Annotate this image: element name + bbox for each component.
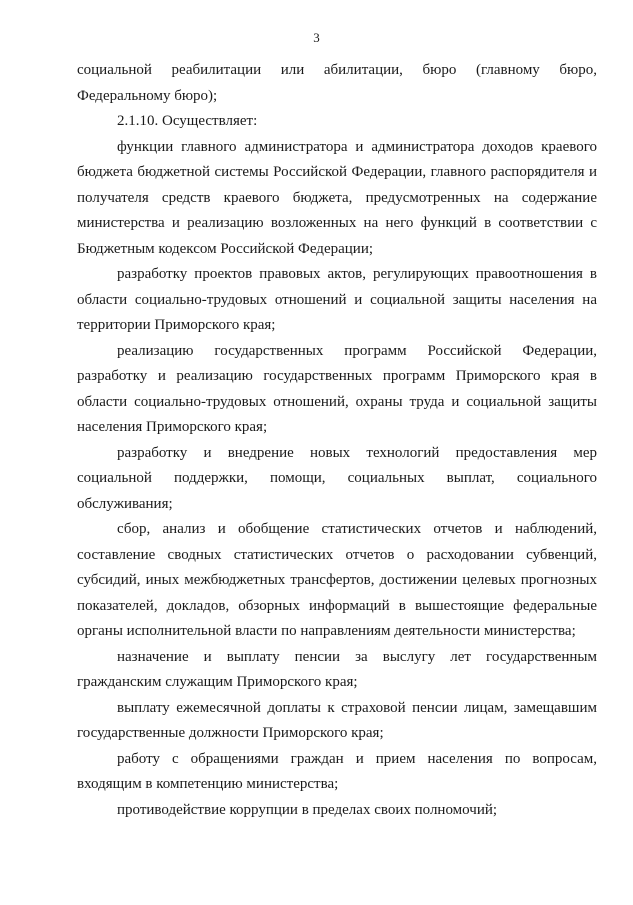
paragraph-continuation: социальной реабилитации или абилитации, бюро (главному бюро, Федеральному бюро); — [77, 62, 597, 104]
paragraph-pension: назначение и выплату пенсии за выслугу лет государственным гражданским служащим Приморского края; — [77, 648, 597, 690]
paragraph-anti-corruption: противодействие коррупции в пределах своих полномочий; — [117, 801, 498, 818]
paragraph-state-programs: реализацию государственных программ Российской Федерации, разработку и реализацию государственных программ Приморского края в области социально-трудовых отношений, охраны труда и социальной защиты населения Приморского края; — [77, 342, 597, 435]
paragraph-legal-acts: разработку проектов правовых актов, регулирующих правоотношения в области социально-трудовых отношений и социальной защиты населения на территории Приморского края; — [77, 266, 597, 333]
paragraph-clause-heading: 2.1.10. Осуществляет: — [117, 113, 258, 129]
paragraph-citizen-appeals: работу с обращениями граждан и прием населения по вопросам, входящим в компетенцию министерства; — [77, 750, 597, 792]
paragraph-budget-functions: функции главного администратора и администратора доходов краевого бюджета бюджетной системы Российской Федерации, главного распорядителя и получателя средств краевого бюджета, предусмотренных на содержание министерства и реализацию возложенных на него функций в соответствии с Бюджетным кодексом Российской Федерации; — [77, 138, 597, 257]
page-number: 3 — [313, 30, 320, 45]
paragraph-monthly-payment: выплату ежемесячной доплаты к страховой пенсии лицам, замещавшим государственные должности Приморского края; — [77, 699, 597, 741]
paragraph-new-technologies: разработку и внедрение новых технологий предоставления мер социальной поддержки, помощи, социальных выплат, социального обслуживания; — [77, 444, 597, 512]
paragraph-statistics: сбор, анализ и обобщение статистических отчетов и наблюдений, составление сводных статистических отчетов о расходовании субвенций, субсидий, иных межбюджетных трансфертов, достижении целевых прогнозных показателей, докладов, обзорных информаций в вышестоящие федеральные органы исполнительной власти по направлениям деятельности министерства; — [77, 521, 597, 639]
document-body — [77, 58, 597, 823]
